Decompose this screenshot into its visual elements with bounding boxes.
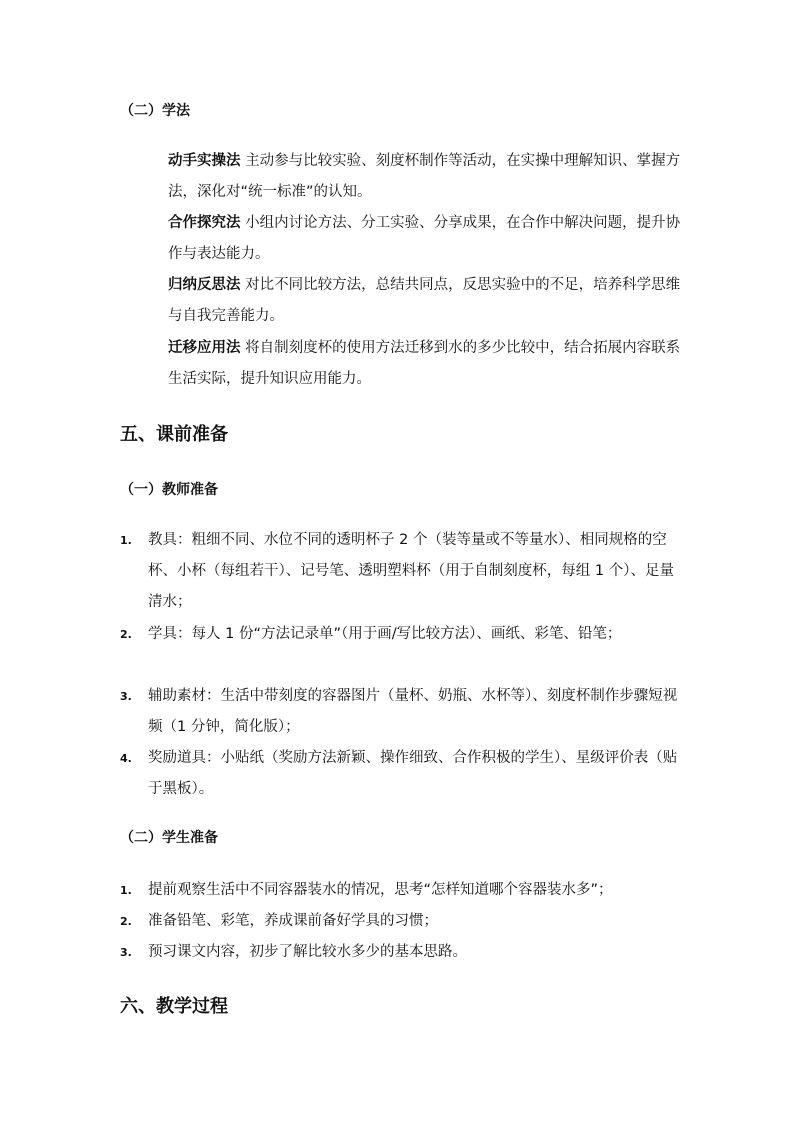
subsection-heading-student: （二）学生准备 — [120, 830, 218, 846]
list-item — [120, 875, 680, 906]
method-text: 将自制刻度杯的使用方法迁移到水的多少比较中，结合拓展内容联系生活实际，提升知识应用能力。 — [168, 340, 681, 387]
list-text: 准备铅笔、彩笔，养成课前备好学具的习惯； — [148, 913, 438, 929]
method-text: 小组内讨论方法、分工实验、分享成果，在合作中解决问题，提升协作与表达能力。 — [168, 215, 681, 262]
list-number: 3. — [120, 690, 132, 703]
method-paragraph — [168, 208, 688, 270]
list-item — [120, 906, 680, 937]
method-text: 对比不同比较方法，总结共同点，反思实验中的不足，培养科学思维与自我完善能力。 — [168, 277, 681, 324]
list-number: 1. — [120, 534, 132, 547]
method-paragraph — [168, 146, 688, 208]
list-number: 1. — [120, 884, 132, 897]
method-paragraph — [168, 333, 688, 395]
list-text: 预习课文内容，初步了解比较水多少的基本思路。 — [148, 944, 467, 960]
section-heading-teaching-process: 六、教学过程 — [120, 996, 228, 1017]
method-paragraph — [168, 270, 688, 332]
list-number: 2. — [120, 628, 132, 641]
method-name: 归纳反思法 — [168, 277, 241, 293]
method-name: 迁移应用法 — [168, 340, 241, 356]
list-item — [120, 937, 680, 968]
method-text: 主动参与比较实验、刻度杯制作等活动，在实操中理解知识、掌握方法，深化对“统一标准”的认知。 — [168, 153, 681, 200]
method-name: 合作探究法 — [168, 215, 241, 231]
list-item — [120, 619, 680, 650]
list-text: 学具：每人 1 份“方法记录单”（用于画/写比较方法）、画纸、彩笔、铅笔； — [148, 626, 622, 642]
subsection-heading-teacher: （一）教师准备 — [120, 482, 218, 498]
list-text: 奖励道具：小贴纸（奖励方法新颖、操作细致、合作积极的学生）、星级评价表（贴于黑板）。 — [148, 750, 678, 797]
section-heading-preparation: 五、课前准备 — [120, 424, 228, 445]
list-number: 2. — [120, 915, 132, 928]
list-number: 4. — [120, 752, 132, 765]
list-item — [120, 681, 680, 743]
list-item — [120, 743, 680, 805]
list-number: 3. — [120, 946, 132, 959]
method-name: 动手实操法 — [168, 153, 241, 169]
list-text: 辅助素材：生活中带刻度的容器图片（量杯、奶瓶、水杯等）、刻度杯制作步骤短视频（1 分钟，简化版）； — [148, 688, 678, 735]
list-text: 提前观察生活中不同容器装水的情况，思考“怎样知道哪个容器装水多”； — [148, 882, 613, 898]
list-text: 教具：粗细不同、水位不同的透明杯子 2 个（装等量或不等量水）、相同规格的空杯、小杯（每组若干）、记号笔、透明塑料杯（用于自制刻度杯，每组 1 个）、足量清水； — [148, 532, 674, 610]
section-heading-study-methods: （二）学法 — [120, 103, 190, 119]
list-item — [120, 525, 680, 618]
